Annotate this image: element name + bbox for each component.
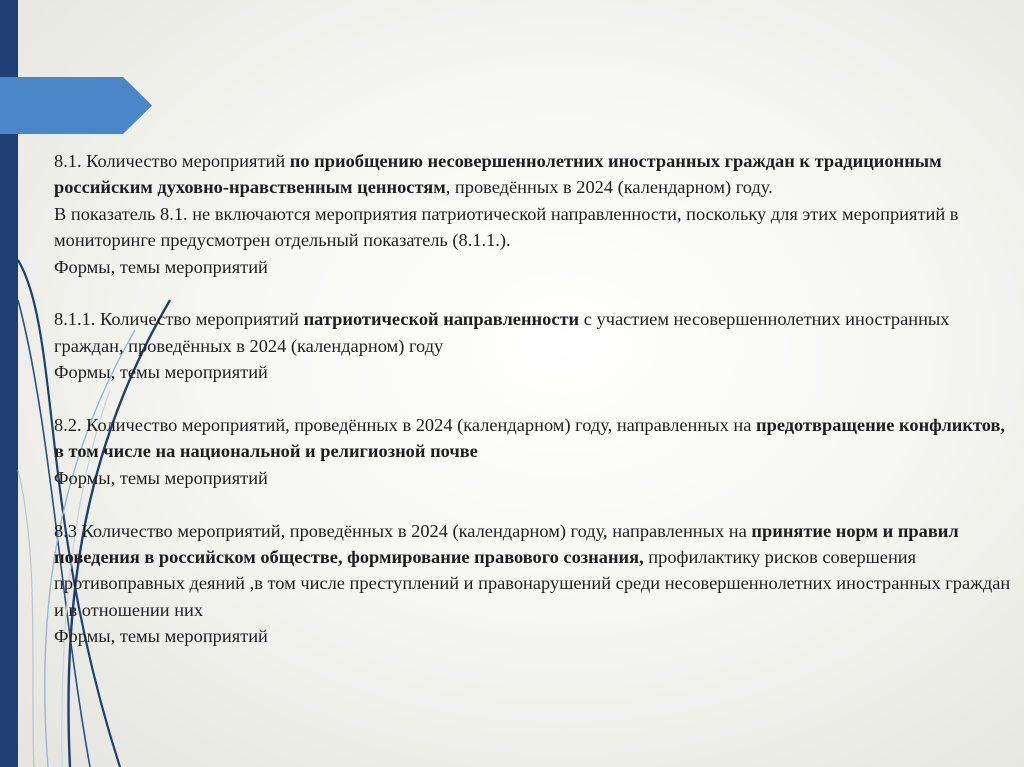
slide-text bbox=[54, 148, 1014, 650]
text-segment: 8.3 Количество мероприятий, проведённых в 2024 (календарном) году, направленных на bbox=[54, 520, 752, 541]
paragraph-gap bbox=[54, 491, 1014, 517]
text-segment: Формы, темы мероприятий bbox=[54, 256, 268, 277]
paragraph-8-1-line-1 bbox=[54, 201, 1014, 254]
bold-text-segment: по приобщению несовершеннолетних иностранных граждан к традиционным российским духовно-нравственным ценностям bbox=[54, 151, 942, 198]
text-segment: 8.1. Количество мероприятий bbox=[54, 151, 290, 171]
text-segment: профилактику рисков совершения противоправных деяний ,в том числе преступлений и правонарушений среди несовершеннолетних иностранных граждан и в отношении них bbox=[54, 547, 1011, 620]
paragraph-8-1-1-line-1 bbox=[54, 359, 1014, 385]
text-segment: с участием несовершеннолетних иностранных граждан, проведённых в 2024 (календарном) году bbox=[54, 309, 950, 356]
text-segment: В показатель 8.1. не включаются мероприятия патриотической направленности, поскольку для этих мероприятий в мониторинге предусмотрен отдельный показатель (8.1.1.). bbox=[54, 203, 959, 251]
paragraph-8-3-line-0 bbox=[54, 518, 1014, 624]
bold-text-segment: патриотической направленности bbox=[303, 309, 580, 330]
text-segment: Формы, темы мероприятий bbox=[54, 362, 268, 383]
paragraph-8-2-line-0 bbox=[54, 412, 1014, 465]
title-arrow-tab bbox=[0, 77, 152, 134]
paragraph-gap bbox=[54, 280, 1014, 306]
paragraph-gap bbox=[54, 386, 1014, 412]
bold-text-segment: принятие норм и правил поведения в российском обществе, формирование правового сознания, bbox=[54, 520, 959, 568]
text-segment: 8.2. Количество мероприятий, проведённых в 2024 (календарном) году, направленных на bbox=[54, 415, 756, 436]
text-segment: 8.1.1. Количество мероприятий bbox=[54, 309, 304, 330]
text-segment: Формы, темы мероприятий bbox=[54, 626, 268, 647]
paragraph-8-2-line-1 bbox=[54, 465, 1014, 491]
paragraph-8-3-line-1 bbox=[54, 623, 1014, 649]
paragraph-8-1-line-2 bbox=[54, 254, 1014, 280]
paragraph-8-1-1-line-0 bbox=[54, 306, 1014, 359]
text-segment: Формы, темы мероприятий bbox=[54, 467, 268, 488]
text-segment: , проведённых в 2024 (календарном) году. bbox=[445, 177, 773, 198]
bold-text-segment: предотвращение конфликтов, в том числе на национальной и религиозной почве bbox=[54, 415, 1006, 462]
paragraph-8-1-line-0 bbox=[54, 148, 1014, 201]
